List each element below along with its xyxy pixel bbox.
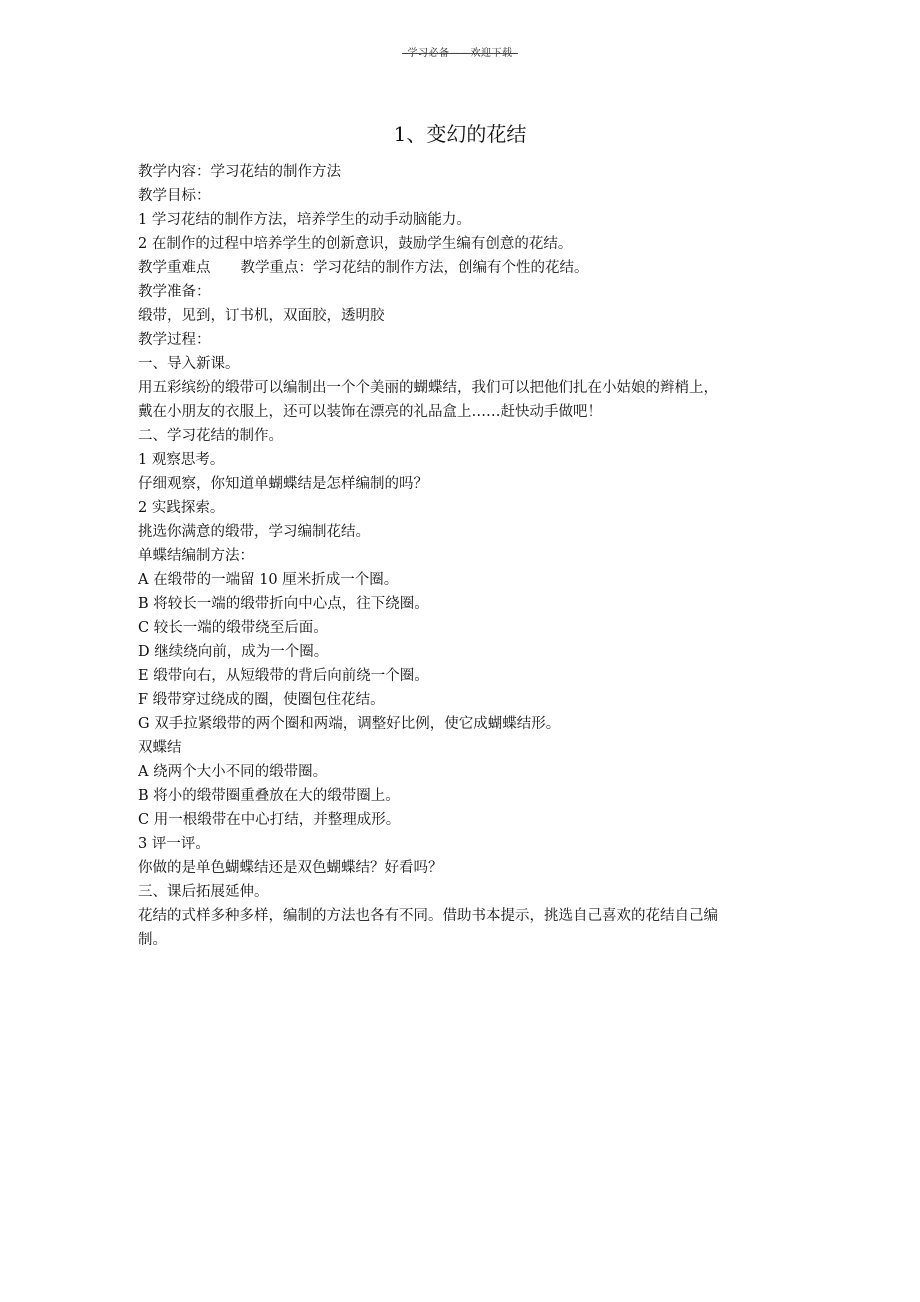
- paragraph-line: 制。: [138, 932, 167, 948]
- keypoints-line: [138, 256, 788, 280]
- paragraph-line: 3 评一评。: [138, 836, 210, 852]
- paragraph-line: 教学内容：学习花结的制作方法: [138, 164, 341, 180]
- paragraph-line: 花结的式样多种多样，编制的方法也各有不同。借助书本提示，挑选自己喜欢的花结自己编: [138, 908, 718, 924]
- section-heading: 一、导入新课。: [138, 356, 240, 372]
- document-body: [138, 160, 788, 952]
- keypoints-content: 教学重点：学习花结的制作方法，创编有个性的花结。: [240, 260, 589, 276]
- paragraph-line: 戴在小朋友的衣服上，还可以装饰在漂亮的礼品盒上……赶快动手做吧！: [138, 404, 602, 420]
- header-underline: [402, 53, 518, 54]
- step-line: D 继续绕向前，成为一个圈。: [138, 644, 329, 660]
- section-heading: 三、课后拓展延伸。: [138, 884, 269, 900]
- document-title: 1、变幻的花结: [393, 122, 527, 146]
- paragraph-line: 挑选你满意的缎带，学习编制花结。: [138, 524, 370, 540]
- step-line: E 缎带向右，从短缎带的背后向前绕一个圈。: [138, 668, 429, 684]
- paragraph-line: 教学准备：: [138, 284, 211, 300]
- paragraph-line: 你做的是单色蝴蝶结还是双色蝴蝶结？好看吗？: [138, 860, 443, 876]
- step-line: C 较长一端的缎带绕至后面。: [138, 620, 328, 636]
- paragraph-line: 教学过程：: [138, 332, 211, 348]
- step-line: A 在缎带的一端留 10 厘米折成一个圈。: [138, 572, 399, 588]
- section-heading: 二、学习花结的制作。: [138, 428, 283, 444]
- paragraph-line: 用五彩缤纷的缎带可以编制出一个个美丽的蝴蝶结，我们可以把他们扎在小姑娘的辫梢上，: [138, 380, 718, 396]
- paragraph-line: 双蝶结: [138, 740, 182, 756]
- paragraph-line: 2 在制作的过程中培养学生的创新意识，鼓励学生编有创意的花结。: [138, 236, 573, 252]
- step-line: F 缎带穿过绕成的圈，使圈包住花结。: [138, 692, 385, 708]
- step-line: B 将小的缎带圈重叠放在大的缎带圈上。: [138, 788, 400, 804]
- paragraph-line: 仔细观察，你知道单蝴蝶结是怎样编制的吗？: [138, 476, 428, 492]
- paragraph-line: 教学目标：: [138, 188, 211, 204]
- paragraph-line: 1 学习花结的制作方法，培养学生的动手动脑能力。: [138, 212, 471, 228]
- paragraph-line: 2 实践探索。: [138, 500, 225, 516]
- step-line: A 绕两个大小不同的缎带圈。: [138, 764, 328, 780]
- paragraph-line: 1 观察思考。: [138, 452, 225, 468]
- paragraph-line: 单蝶结编制方法：: [138, 548, 254, 564]
- keypoints-label: 教学重难点: [138, 260, 211, 276]
- paragraph-line: 缎带，见到，订书机，双面胶，透明胶: [138, 308, 385, 324]
- step-line: C 用一根缎带在中心打结，并整理成形。: [138, 812, 401, 828]
- page-header: 学习必备——欢迎下载: [407, 48, 513, 59]
- step-line: G 双手拉紧缎带的两个圈和两端，调整好比例，使它成蝴蝶结形。: [138, 716, 561, 732]
- step-line: B 将较长一端的缎带折向中心点，往下绕圈。: [138, 596, 429, 612]
